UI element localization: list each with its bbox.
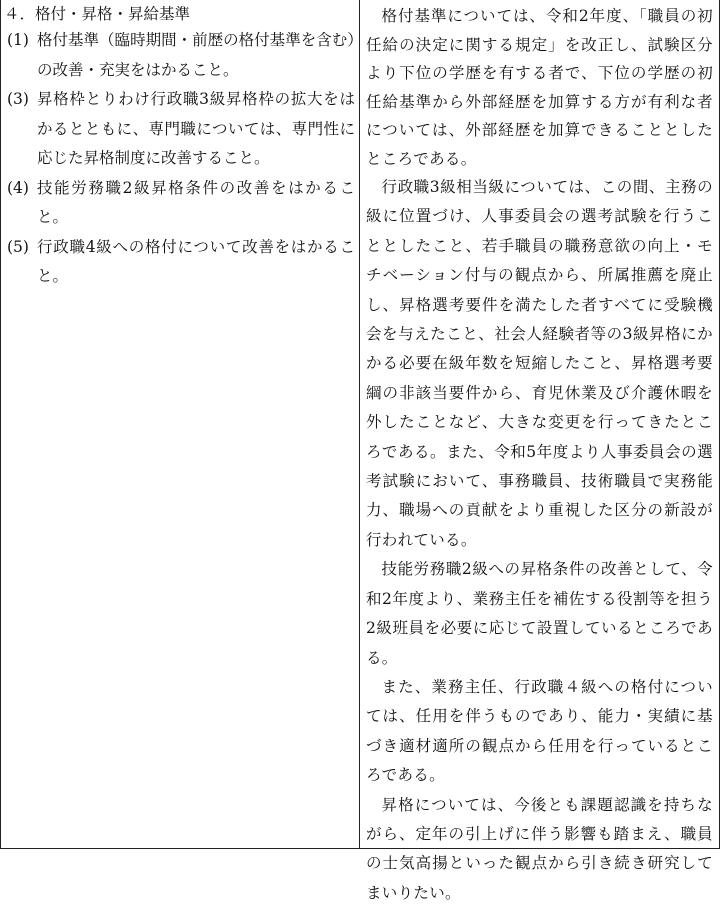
item-number: (3) [7,90,29,108]
item-number: (4) [7,178,29,197]
item-text: 技能労務職2級昇格条件の改善をはかること。 [37,178,355,226]
response-paragraph: また、業務主任、行政職４級への格付については、任用を伴うものであり、能力・実績に基づき適材適所の観点から任用を行っているところである。 [366,677,713,785]
request-item [4,26,355,85]
item-number: (1) [7,31,29,49]
item-text: 昇格枠とりわけ行政職3級昇格枠の拡大をはかるとともに、専門職については、専門性に応じた昇格制度に改善すること。 [37,90,355,167]
response-paragraph: 昇格については、今後とも課題認識を持ちながら、定年の引上げに伴う影響も踏まえ、職員の士気高揚といった観点から引き続き研究してまいりたい。 [366,795,713,902]
response-column [360,0,719,902]
request-item [4,174,355,233]
response-paragraph: 格付基準については、令和2年度、「職員の初任給の決定に関する規定」を改正し、試験区分より下位の学歴を有する者で、下位の学歴の初任給基準から外部経歴を加算する方が有利な者については、外部経歴を加算できることとしたところである。 [366,7,713,168]
request-column [1,0,360,848]
request-item [4,233,355,292]
response-paragraph: 行政職3級相当級については、この間、主務の級に位置づけ、人事委員会の選考試験を行うこととしたこと、若手職員の職務意欲の向上・モチベーション付与の観点から、所属推薦を廃止し、昇格選考要件を満たした者すべてに受験機会を与えたこと、社会人経験者等の3級昇格にかかる必要在級年数を短縮したこと、昇格選考要綱の非該当要件から、育児休業及び介護休暇を外したことなど、大きな変更を行ってきたところである。また、令和5年度より人事委員会の選考試験において、事務職員、技術職員で実務能力、職場への貢献をより重視した区分の新設が行われている。 [366,178,713,549]
item-text: 格付基準（臨時期間・前歴の格付基準を含む）の改善・充実をはかること。 [37,31,355,79]
section-heading: ４．格付・昇格・昇給基準 [4,5,191,23]
item-text: 行政職4級への格付について改善をはかること。 [37,237,355,285]
item-number: (5) [7,237,29,256]
response-paragraph: 技能労務職2級への昇格条件の改善として、令和2年度より、業務主任を補佐する役割等を担う2級班員を必要に応じて設置しているところである。 [366,560,713,667]
request-item [4,85,355,174]
